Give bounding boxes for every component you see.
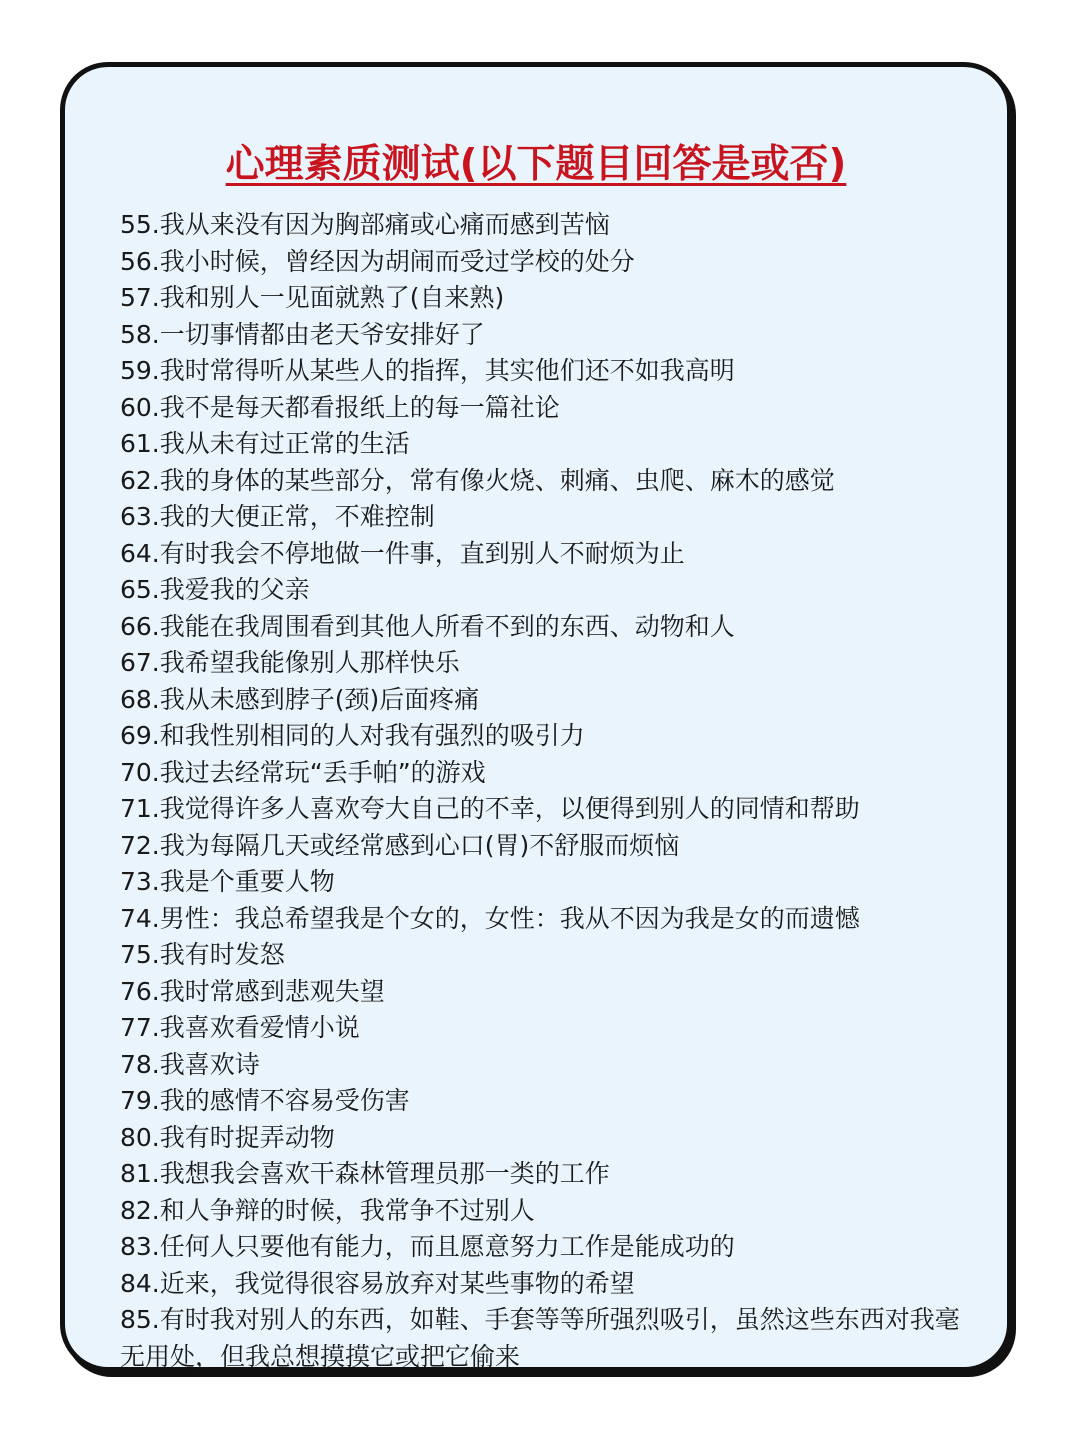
- list-item: 83.任何人只要他有能力，而且愿意努力工作是能成功的: [120, 1232, 735, 1261]
- list-item: 56.我小时候，曾经因为胡闹而受过学校的处分: [120, 246, 635, 276]
- list-item: 61.我从未有过正常的生活: [120, 429, 410, 458]
- list-item: 84.近来，我觉得很容易放弃对某些事物的希望: [120, 1268, 635, 1298]
- list-item: 70.我过去经常玩“丢手帕”的游戏: [120, 757, 486, 787]
- list-item: 64.有时我会不停地做一件事，直到别人不耐烦为止: [120, 538, 685, 568]
- list-item: 82.和人争辩的时候，我常争不过别人: [120, 1195, 535, 1225]
- list-item: 81.我想我会喜欢干森林管理员那一类的工作: [120, 1159, 610, 1188]
- list-item: 79.我的感情不容易受伤害: [120, 1086, 410, 1115]
- list-item: 78.我喜欢诗: [120, 1049, 260, 1079]
- list-item: 77.我喜欢看爱情小说: [120, 1013, 360, 1042]
- list-item: 76.我时常感到悲观失望: [120, 976, 385, 1006]
- list-item: 72.我为每隔几天或经常感到心口(胃)不舒服而烦恼: [120, 830, 680, 860]
- list-item: 68.我从未感到脖子(颈)后面疼痛: [120, 684, 480, 714]
- list-item: 66.我能在我周围看到其他人所看不到的东西、动物和人: [120, 611, 735, 641]
- list-item: 69.和我性别相同的人对我有强烈的吸引力: [120, 721, 585, 750]
- list-item: 62.我的身体的某些部分，常有像火烧、刺痛、虫爬、麻木的感觉: [120, 465, 835, 495]
- list-item: 58.一切事情都由老天爷安排好了: [120, 319, 485, 349]
- list-item: 60.我不是每天都看报纸上的每一篇社论: [120, 392, 560, 422]
- page-title: 心理素质测试(以下题目回答是或否): [225, 142, 847, 187]
- list-item: 57.我和别人一见面就熟了(自来熟): [120, 283, 505, 312]
- question-card: [60, 62, 1012, 1372]
- list-item: 55.我从来没有因为胸部痛或心痛而感到苦恼: [120, 210, 610, 239]
- list-item: 67.我希望我能像别人那样快乐: [120, 648, 460, 677]
- list-item: 74.男性：我总希望我是个女的，女性：我从不因为我是女的而遗憾: [120, 903, 860, 933]
- list-item: 75.我有时发怒: [120, 940, 285, 969]
- list-item: 85.有时我对别人的东西，如鞋、手套等等所强烈吸引，虽然这些东西对我毫无用处，但我总想摸摸它或把它偷来: [120, 1305, 960, 1371]
- list-item: 73.我是个重要人物: [120, 867, 335, 896]
- list-item: 63.我的大便正常，不难控制: [120, 502, 435, 531]
- list-item: 71.我觉得许多人喜欢夸大自己的不幸，以便得到别人的同情和帮助: [120, 794, 860, 823]
- list-item: 59.我时常得听从某些人的指挥，其实他们还不如我高明: [120, 356, 735, 385]
- list-item: 65.我爱我的父亲: [120, 575, 310, 604]
- question-list: [120, 207, 970, 1375]
- list-item: 80.我有时捉弄动物: [120, 1122, 335, 1152]
